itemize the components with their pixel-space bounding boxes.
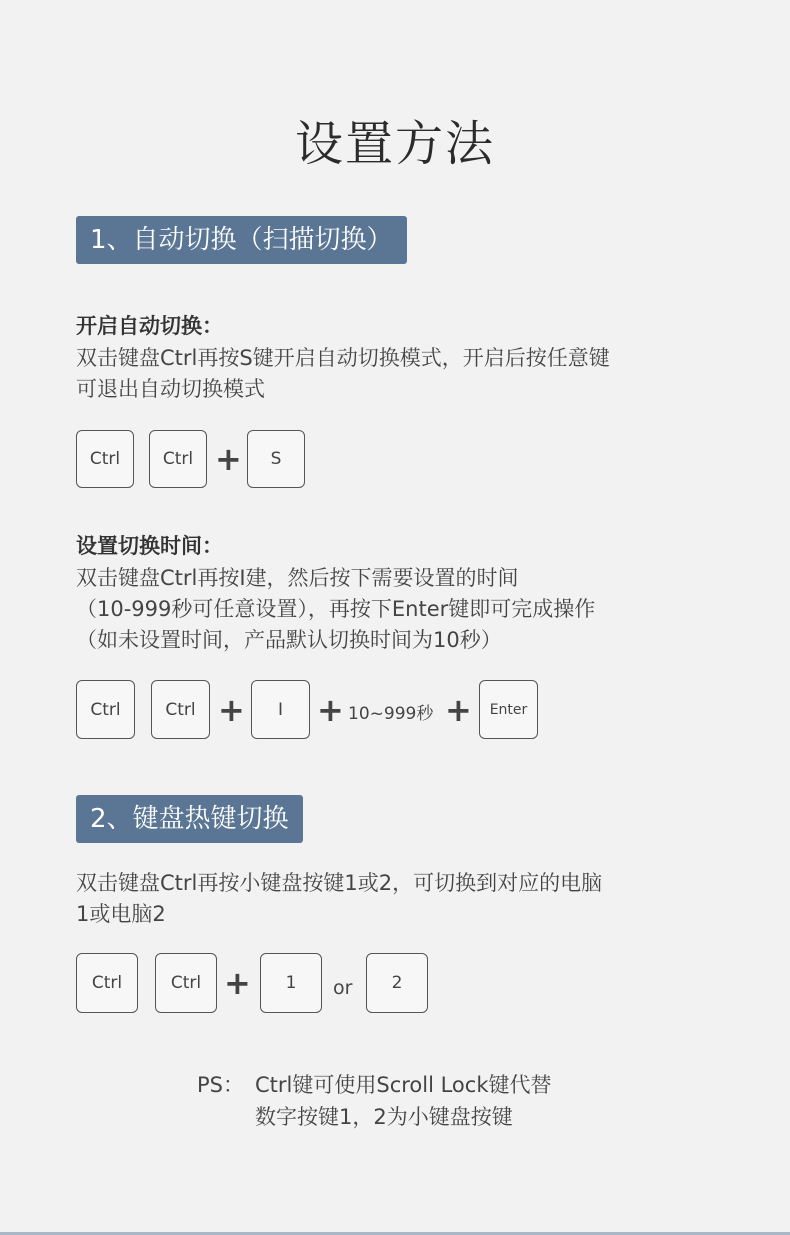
plus-sign: +: [218, 691, 245, 729]
time-line3: （如未设置时间，产品默认切换时间为10秒）: [76, 628, 502, 652]
enable-line2: 可退出自动切换模式: [76, 377, 265, 401]
section1-heading: 1、自动切换（扫描切换）: [76, 216, 407, 264]
plus-sign: +: [445, 691, 472, 729]
plus-sign: +: [215, 440, 242, 478]
key-ctrl: Ctrl: [76, 953, 138, 1013]
range-label: 10~999秒: [348, 704, 434, 724]
section2-line2: 1或电脑2: [76, 902, 166, 926]
page-title: 设置方法: [294, 116, 495, 172]
time-line2: （10-999秒可任意设置），再按下Enter键即可完成操作: [76, 597, 596, 621]
key-s: S: [247, 430, 305, 488]
section2-line1: 双击键盘Ctrl再按小键盘按键1或2，可切换到对应的电脑: [76, 871, 603, 895]
enable-subtitle: 开启自动切换：: [76, 314, 223, 338]
key-ctrl: Ctrl: [149, 430, 207, 488]
key-enter: Enter: [479, 680, 538, 739]
plus-sign: +: [317, 691, 344, 729]
key-ctrl: Ctrl: [76, 430, 134, 488]
key-ctrl: Ctrl: [76, 680, 135, 739]
ps-line2: 数字按键1，2为小键盘按键: [255, 1105, 513, 1129]
key-1: 1: [260, 953, 322, 1013]
or-label: or: [333, 977, 353, 999]
plus-sign: +: [224, 964, 251, 1002]
enable-line1: 双击键盘Ctrl再按S键开启自动切换模式，开启后按任意键: [76, 346, 610, 370]
time-subtitle: 设置切换时间：: [76, 534, 223, 558]
ps-line1: Ctrl键可使用Scroll Lock键代替: [255, 1073, 552, 1097]
key-ctrl: Ctrl: [155, 953, 217, 1013]
key-2: 2: [366, 953, 428, 1013]
section2-heading: 2、键盘热键切换: [76, 795, 303, 843]
ps-label: PS：: [197, 1073, 244, 1097]
time-line1: 双击键盘Ctrl再按Ⅰ建，然后按下需要设置的时间: [76, 566, 519, 590]
key-ctrl: Ctrl: [151, 680, 210, 739]
key-i: Ⅰ: [251, 680, 310, 739]
